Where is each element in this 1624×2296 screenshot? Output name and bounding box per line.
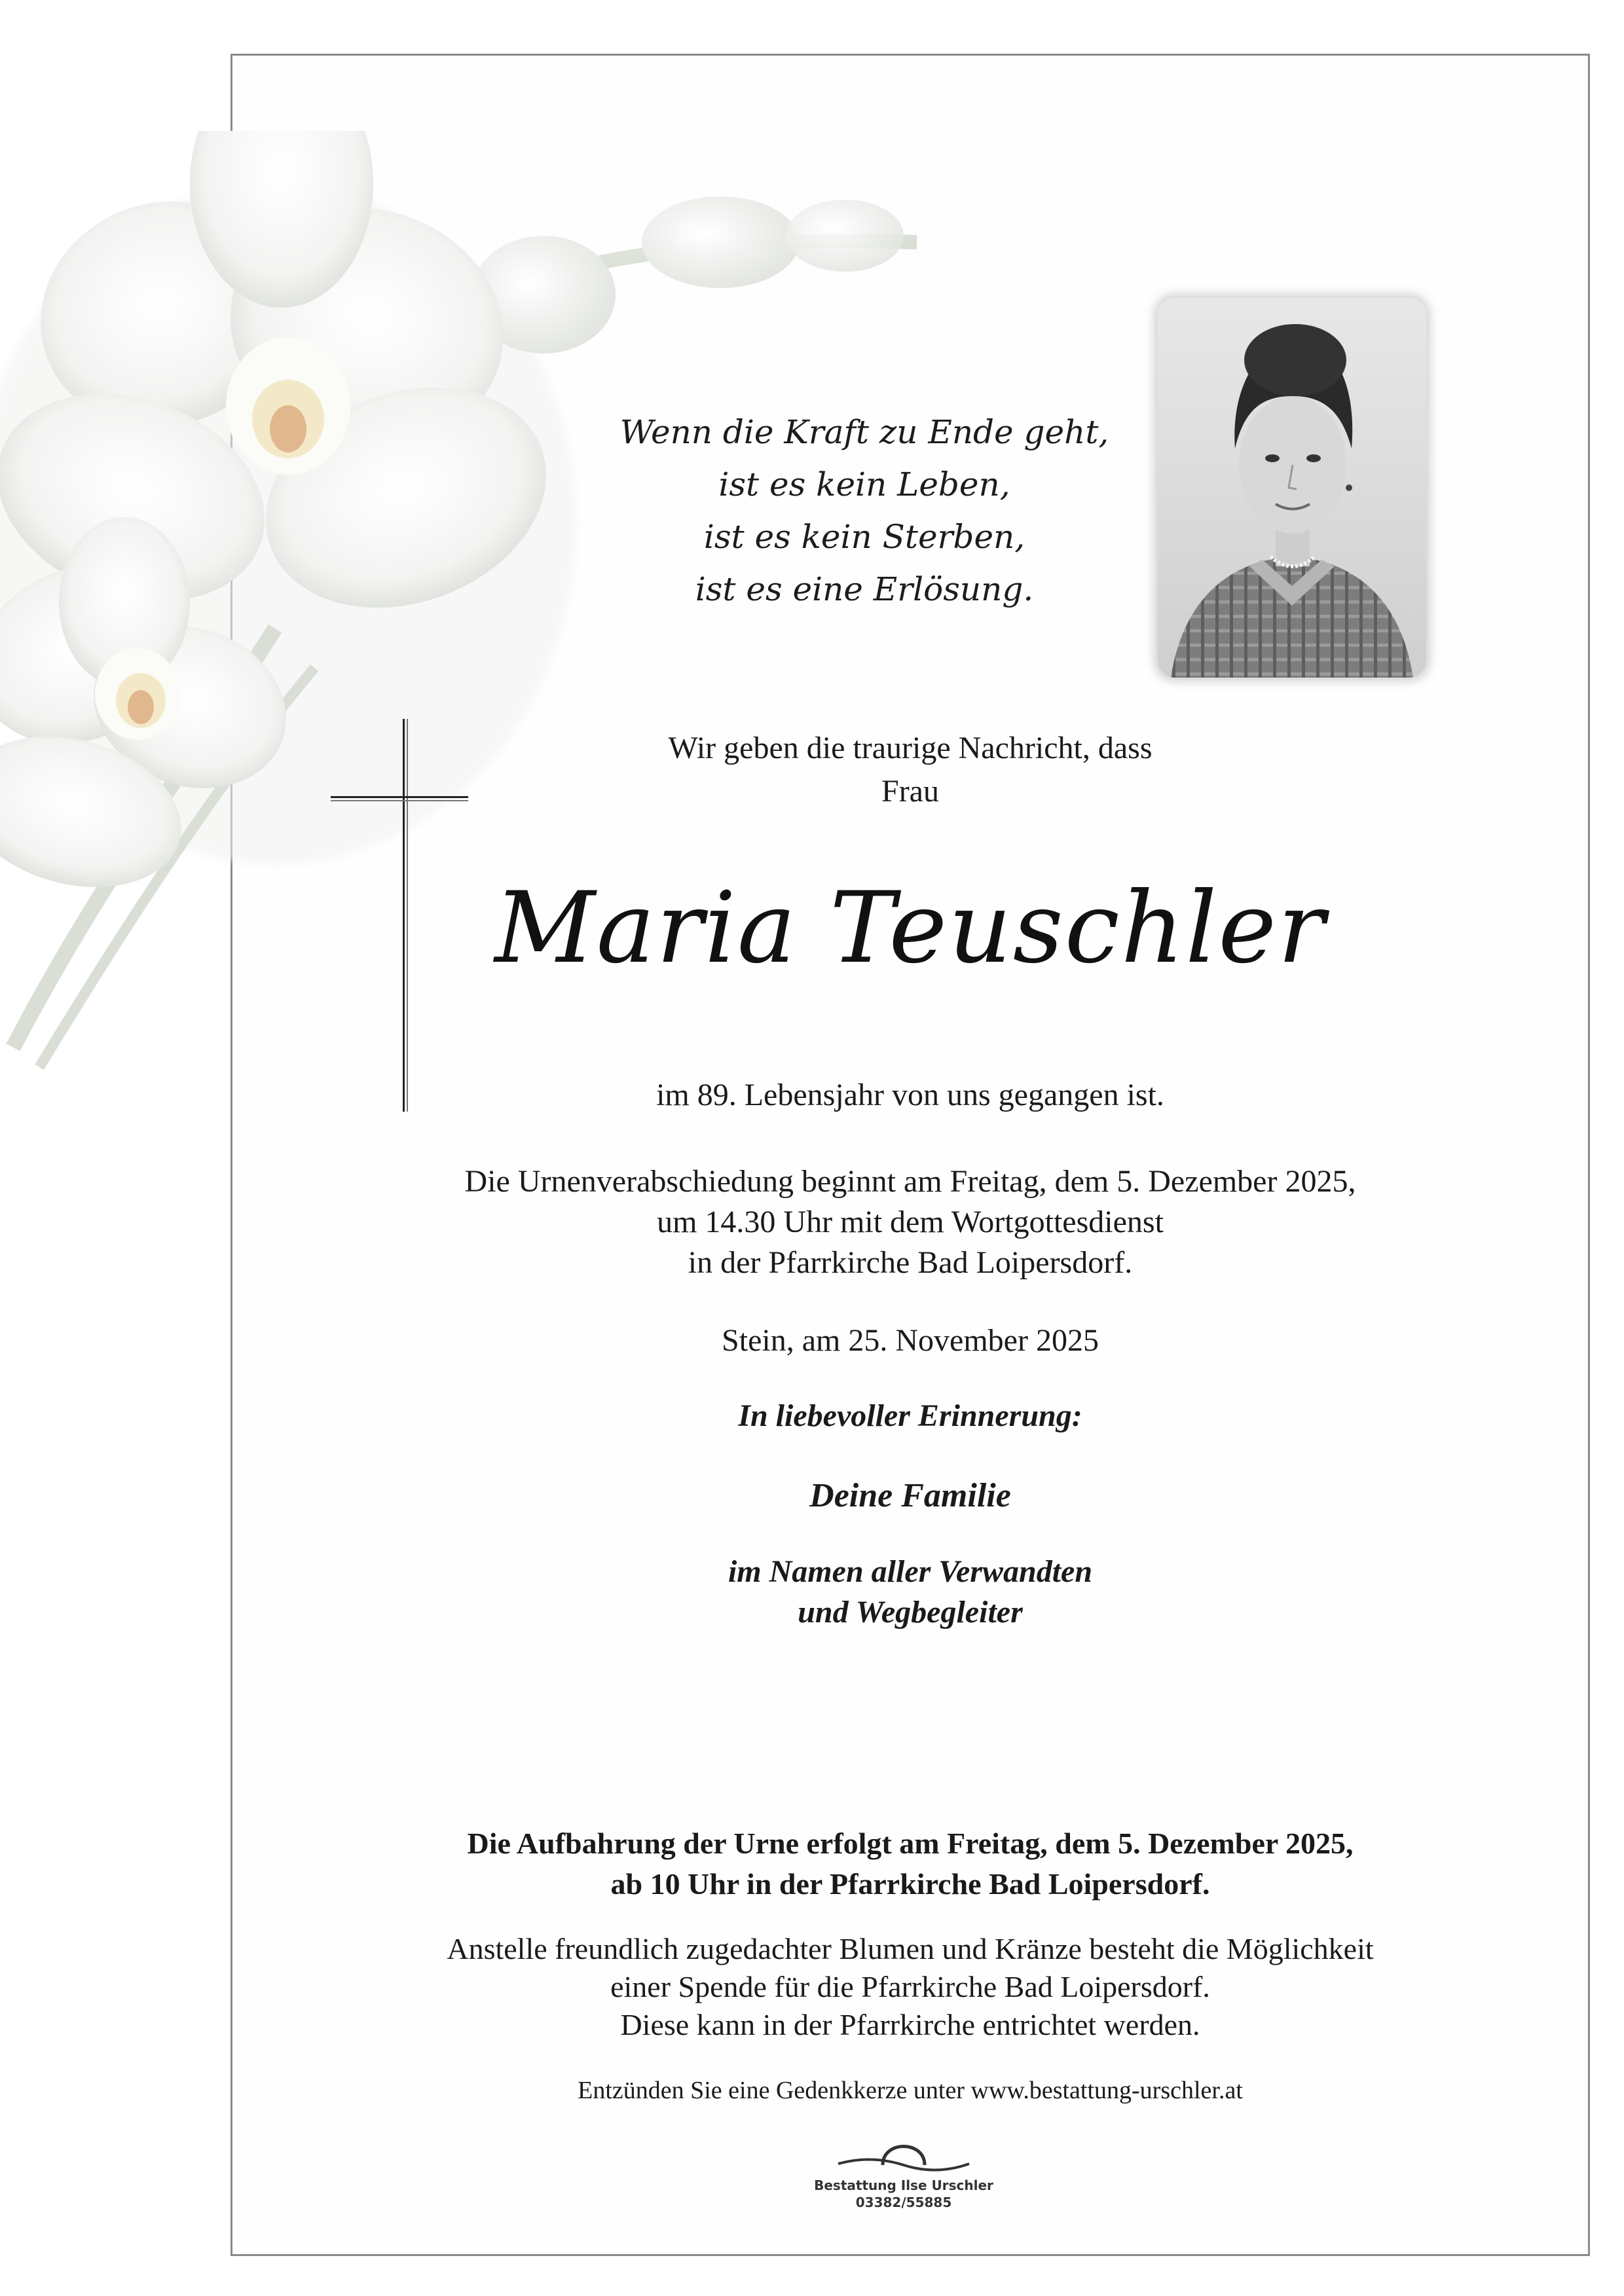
ceremony-details [231, 1161, 1590, 1283]
ceremony-line: um 14.30 Uhr mit dem Wortgottesdienst [657, 1205, 1164, 1239]
intro-line: Wir geben die traurige Nachricht, dass [668, 731, 1153, 765]
viewing-line: ab 10 Uhr in der Pfarrkirche Bad Loipersdorf. [610, 1867, 1210, 1901]
relatives-note [231, 1552, 1590, 1633]
verse-line: ist es kein Sterben, [703, 518, 1025, 556]
verse-line: ist es eine Erlösung. [695, 570, 1034, 608]
memorial-candle-link[interactable]: Entzünden Sie eine Gedenkkerze unter www.bestattung-urschler.at [578, 2077, 1243, 2104]
verse-line: ist es kein Leben, [718, 465, 1010, 503]
relatives-line: und Wegbegleiter [798, 1595, 1023, 1630]
memory-heading: In liebevoller Erinnerung: [738, 1398, 1082, 1433]
family-signature: Deine Familie [809, 1477, 1011, 1514]
viewing-notice [231, 1823, 1590, 1904]
verse-line: Wenn die Kraft zu Ende geht, [619, 413, 1109, 451]
deceased-name: Maria Teuschler [494, 871, 1326, 985]
ceremony-line: Die Urnenverabschiedung beginnt am Freitag, dem 5. Dezember 2025, [464, 1164, 1356, 1199]
funeral-home-phone: 03382/55885 [855, 2195, 952, 2210]
verse [589, 406, 1139, 615]
viewing-line: Die Aufbahrung der Urne erfolgt am Freitag, dem 5. Dezember 2025, [467, 1827, 1354, 1860]
funeral-home-logo [786, 2131, 1022, 2229]
announcement-intro [231, 727, 1590, 813]
donation-line: Anstelle freundlich zugedachter Blumen und Kränze besteht die Möglichkeit [447, 1932, 1374, 1965]
donation-line: Diese kann in der Pfarrkirche entrichtet werden. [620, 2008, 1200, 2041]
portrait-photo [1158, 298, 1426, 678]
intro-line: Frau [881, 774, 939, 809]
donation-line: einer Spende für die Pfarrkirche Bad Loipersdorf. [610, 1970, 1210, 2003]
arc-wave-logo-icon [832, 2131, 976, 2177]
funeral-home-name: Bestattung Ilse Urschler [814, 2178, 993, 2193]
relatives-line: im Namen aller Verwandten [728, 1554, 1093, 1589]
ceremony-line: in der Pfarrkirche Bad Loipersdorf. [688, 1245, 1133, 1280]
age-line: im 89. Lebensjahr von uns gegangen ist. [656, 1078, 1164, 1112]
place-date: Stein, am 25. November 2025 [722, 1323, 1099, 1358]
donation-notice [231, 1930, 1590, 2044]
